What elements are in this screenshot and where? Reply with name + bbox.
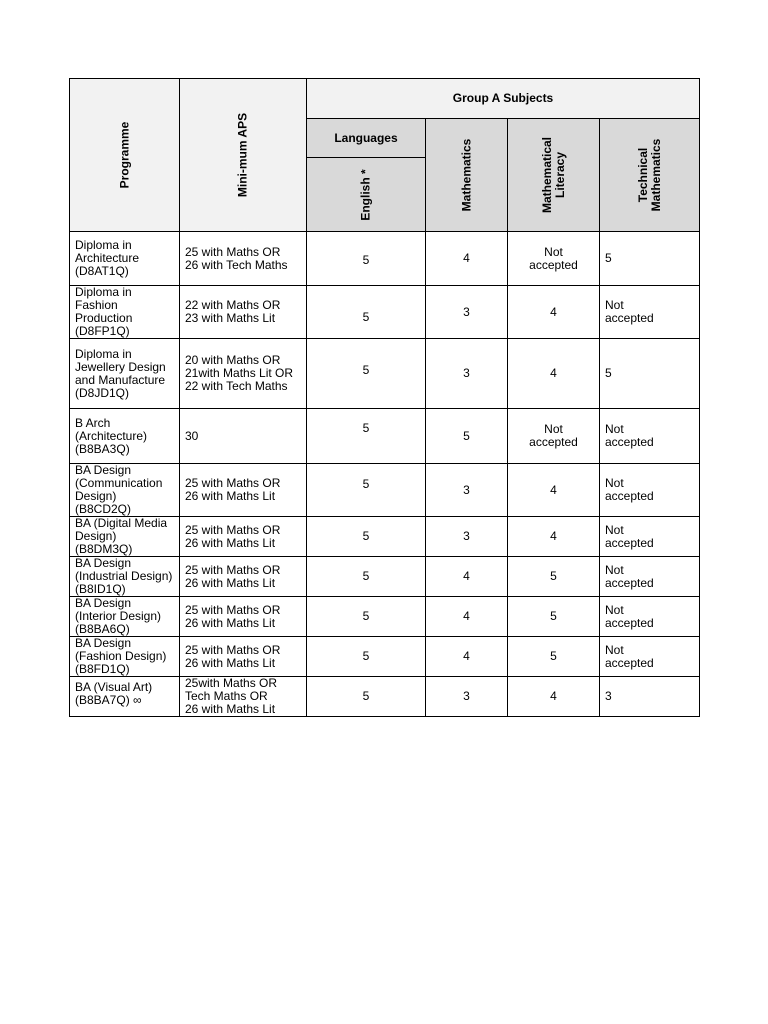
math-lit-cell: 5 — [508, 637, 600, 677]
programme-cell: BA (Visual Art) (B8BA7Q) ∞ — [70, 677, 180, 717]
english-cell: 5 — [307, 409, 426, 464]
tech-math-cell: 3 — [600, 677, 700, 717]
math-literacy-header: Mathematical Literacy — [539, 136, 567, 214]
min-aps-header-cell — [180, 79, 307, 232]
min-aps-header: Mini-mum APS — [235, 112, 250, 198]
table-row — [70, 677, 700, 717]
english-cell: 5 — [307, 464, 426, 517]
math-lit-cell: 5 — [508, 557, 600, 597]
table-row — [70, 557, 700, 597]
maths-cell: 3 — [426, 517, 508, 557]
tech-math-header: Technical Mathematics — [635, 138, 663, 212]
programme-cell: BA (Digital Media Design) (B8DM3Q) — [70, 517, 180, 557]
programme-cell: Diploma in Fashion Production (D8FP1Q) — [70, 286, 180, 339]
maths-cell: 4 — [426, 557, 508, 597]
math-lit-cell: 4 — [508, 339, 600, 409]
aps-cell: 25with Maths OR Tech Maths OR 26 with Maths Lit — [180, 677, 307, 717]
mathematics-header-cell — [426, 119, 508, 232]
table-row — [70, 517, 700, 557]
math-lit-cell: 4 — [508, 464, 600, 517]
math-lit-cell: 4 — [508, 677, 600, 717]
languages-header: Languages — [307, 119, 426, 158]
maths-cell: 3 — [426, 464, 508, 517]
tech-math-cell: 5 — [600, 232, 700, 286]
maths-cell: 4 — [426, 232, 508, 286]
table-row — [70, 597, 700, 637]
english-header-cell — [307, 158, 426, 232]
math-lit-cell: 4 — [508, 286, 600, 339]
table-row — [70, 409, 700, 464]
table-row — [70, 339, 700, 409]
math-literacy-header-cell — [508, 119, 600, 232]
maths-cell: 5 — [426, 409, 508, 464]
maths-cell: 3 — [426, 677, 508, 717]
maths-cell: 4 — [426, 637, 508, 677]
english-cell: 5 — [307, 677, 426, 717]
english-cell: 5 — [307, 232, 426, 286]
english-cell: 5 — [307, 597, 426, 637]
math-lit-cell: Not accepted — [508, 409, 600, 464]
aps-cell: 25 with Maths OR 26 with Maths Lit — [180, 557, 307, 597]
table-row — [70, 232, 700, 286]
english-header: English * — [358, 168, 373, 221]
aps-cell: 22 with Maths OR 23 with Maths Lit — [180, 286, 307, 339]
programme-cell: Diploma in Architecture (D8AT1Q) — [70, 232, 180, 286]
admission-requirements-table — [69, 78, 700, 717]
english-cell: 5 — [307, 557, 426, 597]
programme-header-cell — [70, 79, 180, 232]
math-lit-cell: Not accepted — [508, 232, 600, 286]
table-row — [70, 464, 700, 517]
tech-math-cell: Not accepted — [600, 464, 700, 517]
tech-math-cell: Not accepted — [600, 557, 700, 597]
aps-cell: 25 with Maths OR 26 with Maths Lit — [180, 464, 307, 517]
english-cell: 5 — [307, 339, 426, 409]
table-row — [70, 637, 700, 677]
programme-cell: BA Design (Industrial Design) (B8ID1Q) — [70, 557, 180, 597]
maths-cell: 3 — [426, 339, 508, 409]
tech-math-cell: Not accepted — [600, 637, 700, 677]
mathematics-header: Mathematics — [459, 138, 473, 212]
programme-cell: Diploma in Jewellery Design and Manufacture (D8JD1Q) — [70, 339, 180, 409]
programme-cell: BA Design (Communication Design) (B8CD2Q) — [70, 464, 180, 517]
group-a-header: Group A Subjects — [307, 79, 700, 119]
tech-math-cell: Not accepted — [600, 597, 700, 637]
aps-cell: 25 with Maths OR 26 with Maths Lit — [180, 637, 307, 677]
aps-cell: 25 with Maths OR 26 with Maths Lit — [180, 517, 307, 557]
programme-cell: BA Design (Fashion Design) (B8FD1Q) — [70, 637, 180, 677]
aps-cell: 20 with Maths OR 21with Maths Lit OR 22 with Tech Maths — [180, 339, 307, 409]
maths-cell: 4 — [426, 597, 508, 637]
tech-math-cell: Not accepted — [600, 286, 700, 339]
table-row — [70, 286, 700, 339]
english-cell: 5 — [307, 286, 426, 339]
aps-cell: 30 — [180, 409, 307, 464]
math-lit-cell: 4 — [508, 517, 600, 557]
english-cell: 5 — [307, 517, 426, 557]
maths-cell: 3 — [426, 286, 508, 339]
tech-math-cell: 5 — [600, 339, 700, 409]
tech-math-header-cell — [600, 119, 700, 232]
aps-cell: 25 with Maths OR 26 with Maths Lit — [180, 597, 307, 637]
programme-cell: B Arch (Architecture) (B8BA3Q) — [70, 409, 180, 464]
aps-cell: 25 with Maths OR 26 with Tech Maths — [180, 232, 307, 286]
tech-math-cell: Not accepted — [600, 517, 700, 557]
tech-math-cell: Not accepted — [600, 409, 700, 464]
english-cell: 5 — [307, 637, 426, 677]
programme-header: Programme — [117, 121, 131, 189]
math-lit-cell: 5 — [508, 597, 600, 637]
programme-cell: BA Design (Interior Design) (B8BA6Q) — [70, 597, 180, 637]
